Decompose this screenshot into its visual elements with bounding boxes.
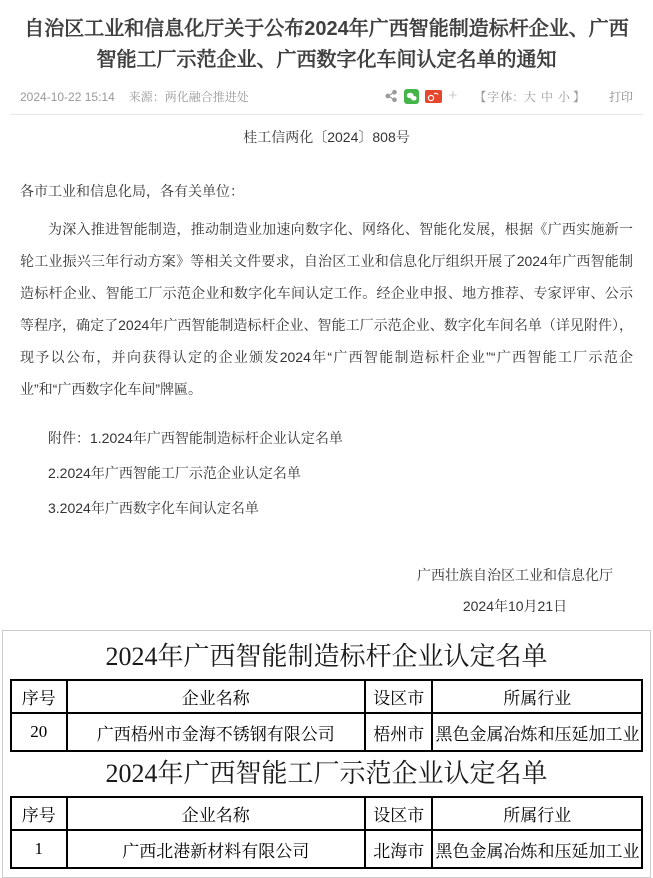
cell-company: 广西北港新材料有限公司 [67, 830, 365, 868]
col-header-city: 设区市 [365, 680, 433, 713]
table-row [11, 713, 642, 751]
col-header-company: 企业名称 [67, 797, 365, 830]
share-group [384, 89, 457, 104]
header-divider [10, 114, 643, 115]
cell-seq: 1 [11, 830, 67, 868]
source-label: 来源：两化融合推进处 [128, 89, 249, 104]
weibo-icon[interactable] [425, 90, 442, 103]
col-header-industry: 所属行业 [432, 680, 642, 713]
share-icon[interactable] [384, 89, 398, 103]
cell-city: 北海市 [365, 830, 433, 868]
attachment-item: 附件：1.2024年广西智能制造标杆企业认定名单 [48, 430, 343, 446]
signature-block [10, 560, 613, 622]
font-ctl-close: 】 [572, 89, 586, 104]
table-header-row [11, 797, 642, 830]
meta-left [20, 88, 263, 105]
body-paragraph: 为深入推进智能制造，推动制造业加速向数字化、网络化、智能化发展，根据《广西实施新一轮工业振兴三年行动方案》等相关文件要求，自治区工业和信息化厅组织开展了2024年广西智能制造标杆企业、智能工厂示范企业和数字化车间认定工作。经企业申报、地方推荐、专家评审、公示等程序，确定了2024年广西智能制造标杆企业、智能工厂示范企业、数字化车间名单（详见附件），现予以公布，并向获得认定的企业颁发2024年“广西智能制造标杆企业”“广西智能工厂示范企业”和“广西数字化车间”牌匾。 [20, 221, 633, 397]
plus-icon[interactable]: + [448, 87, 458, 104]
print-button[interactable]: 打印 [608, 89, 633, 104]
attachment-tables-container [2, 630, 651, 878]
col-header-industry: 所属行业 [432, 797, 642, 830]
publish-datetime: 2024-10-22 15:14 [20, 89, 115, 104]
font-size-control [474, 88, 586, 105]
font-ctl-open: 【字体: [474, 89, 518, 104]
col-header-seq: 序号 [11, 680, 67, 713]
signature-date: 2024年10月21日 [462, 598, 568, 614]
benchmark-enterprise-table [10, 679, 643, 752]
table-title-smart-factory: 2024年广西智能工厂示范企业认定名单 [105, 759, 548, 788]
col-header-city: 设区市 [365, 797, 433, 830]
font-small-button[interactable]: 小 [557, 89, 571, 104]
table-title-benchmark: 2024年广西智能制造标杆企业认定名单 [105, 642, 548, 671]
signature-org: 广西壮族自治区工业和信息化厅 [417, 567, 613, 583]
cell-company: 广西梧州市金海不锈钢有限公司 [67, 713, 365, 751]
col-header-seq: 序号 [11, 797, 67, 830]
smart-factory-table [10, 796, 643, 869]
attachment-item: 2.2024年广西智能工厂示范企业认定名单 [48, 465, 301, 481]
cell-seq: 20 [11, 713, 67, 751]
salutation: 各市工业和信息化局，各有关单位： [20, 183, 244, 199]
font-medium-button[interactable]: 中 [540, 89, 554, 104]
table-header-row [11, 680, 642, 713]
font-large-button[interactable]: 大 [523, 89, 537, 104]
cell-industry: 黑色金属冶炼和压延加工业 [432, 830, 642, 868]
wechat-icon[interactable] [404, 89, 419, 104]
cell-city: 梧州市 [365, 713, 433, 751]
attachment-list [20, 421, 633, 526]
attachment-item: 3.2024年广西数字化车间认定名单 [48, 500, 259, 516]
col-header-company: 企业名称 [67, 680, 365, 713]
meta-bar [20, 86, 633, 106]
meta-right [384, 88, 633, 105]
page-title: 自治区工业和信息化厅关于公布2024年广西智能制造标杆企业、广西智能工厂示范企业、广西数字化车间认定名单的通知 [24, 18, 629, 71]
cell-industry: 黑色金属冶炼和压延加工业 [432, 713, 642, 751]
table-row [11, 830, 642, 868]
doc-number: 桂工信两化〔2024〕808号 [243, 129, 410, 145]
